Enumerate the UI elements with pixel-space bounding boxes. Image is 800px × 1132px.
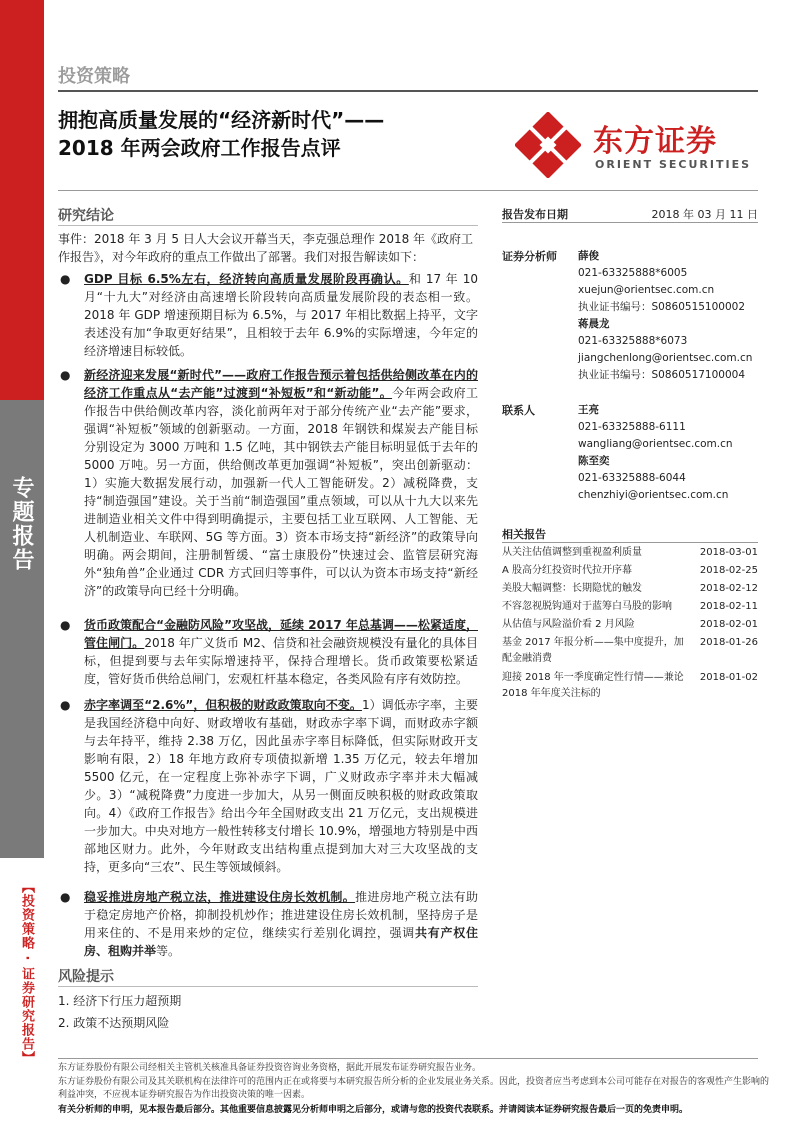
analyst-phone: 021-63325888*6005	[578, 267, 688, 279]
bullet-lead: 稳妥推进房地产税立法，推进建设住房长效机制。	[84, 890, 356, 904]
contact-phone: 021-63325888-6044	[578, 472, 686, 484]
publish-date-row	[502, 206, 758, 222]
report-category: 投资策略	[58, 66, 130, 87]
risk-item: 2. 政策不达预期风险	[58, 1016, 170, 1030]
bullet-item	[58, 366, 478, 600]
bullet-lead: 新经济迎来发展“新时代”——政府工作报告预示着包括供给侧改革在内的经济工作重点从“去产能”过渡到“补短板”和“新动能”。	[84, 368, 478, 400]
bullet-text: 推进房地产税立法有助于稳定房地产价格，抑制投机炒作；推进建设住房长效机制，坚持房子是用来住的、不是用来炒的定位，继续实行差别化调控，强调	[84, 890, 478, 940]
bullet-dot-icon: ●	[60, 698, 71, 712]
related-report-title[interactable]: 迎接 2018 年一季度确定性行情——兼论 2018 年年度关注标的	[502, 672, 684, 699]
section-divider	[58, 986, 478, 987]
related-report-title[interactable]: 从关注估值调整到重视盈利质量	[502, 547, 642, 558]
related-report-date: 2018-02-25	[699, 565, 758, 576]
analyst-name: 薛俊	[578, 250, 599, 262]
event-intro: 事件：2018 年 3 月 5 日人大会议开幕当天，李克强总理作 2018 年《政府工作报告》，对今年政府的重点工作做出了部署。我们对报告解读如下：	[58, 232, 474, 264]
vertical-report-subtitle: 【投资策略 · 证券研究报告】	[19, 880, 34, 1065]
header-divider	[58, 90, 758, 92]
contact-name: 王亮	[578, 404, 599, 416]
bullet-text: 1）调低赤字率，主要是我国经济稳中向好、财政增收有基础，财政赤字率下调，而财政赤字额与去年持平，维持 2.38 万亿，因此虽赤字率目标降低，但实际财政开支影响有限，2）18 年地方政府专项债拟新增 1.35 万亿元，较去年增加 5500 亿元，在一定程度上弥补赤字下调，广义财政赤字率并未大幅减少。3）“减税降费”力度进一步加大，从另一侧面反映积极的财政政策取向。4）《政府工作报告》给出今年全国财政支出 21 万亿元，支出规模进一步加大。中央对地方一般性转移支付增长 10.9%，增强地方特别是中西部地区财力。此外，今年财政支出结构重点提到加大对三大攻坚战的支持，更多向“三农”、民生等领域倾斜。	[84, 698, 478, 874]
logo-mark-icon	[515, 112, 581, 178]
contact-name: 陈至奕	[578, 455, 610, 467]
related-report-title[interactable]: 不容忽视脱钩通对于蓝筹白马股的影响	[502, 601, 672, 612]
bullet-text: 2018 年广义货币 M2、信贷和社会融资规模没有量化的具体目标，但提到要与去年实际增速持平，保持合理增长。货币政策要松紧适度，管好货币供给总闸门，宏观杠杆基本稳定，各类风险有序有效防控。	[84, 636, 478, 686]
related-report-date: 2018-01-26	[699, 637, 758, 648]
related-divider	[502, 542, 758, 543]
footer-line: 东方证券股份有限公司及其关联机构在法律许可的范围内正在或将要与本研究报告所分析的企业发展业务关系。因此，投资者应当考虑到本公司可能存在对报告的客观性产生影响的利益冲突，不应视本证券研究报告为作出投资决策的唯一因素。	[58, 1077, 770, 1100]
contact-email[interactable]: wangliang@orientsec.com.cn	[578, 438, 733, 450]
related-report-date: 2018-02-12	[699, 583, 758, 594]
vertical-report-type: 专题报告	[9, 476, 34, 572]
bullet-item	[58, 616, 478, 688]
bullet-dot-icon: ●	[60, 368, 71, 382]
risk-item: 1. 经济下行压力超预期	[58, 994, 182, 1008]
related-report-date: 2018-03-01	[699, 547, 758, 558]
related-report-title[interactable]: 基金 2017 年报分析——集中度提升，加配金融消费	[502, 637, 684, 664]
side-gray-bar	[0, 400, 44, 858]
bullet-lead: GDP 目标 6.5%左右，经济转向高质量发展阶段再确认。	[84, 272, 409, 286]
bullet-text-end: 等。	[156, 944, 181, 958]
bullet-lead: 赤字率调至“2.6%”，但积极的财政政策取向不变。	[84, 698, 362, 712]
related-report-title[interactable]: 从估值与风险溢价看 2 月风险	[502, 619, 635, 630]
analyst-email[interactable]: xuejun@orientsec.com.cn	[578, 284, 715, 296]
footer-line: 东方证券股份有限公司经相关主管机关核准具备证券投资咨询业务资格，据此开展发布证券研究报告业务。	[58, 1063, 482, 1073]
analyst-phone: 021-63325888*6073	[578, 335, 688, 347]
analyst-cert: 执业证书编号：S0860515100002	[578, 301, 746, 313]
footer-disclaimer: 有关分析师的申明，见本报告最后部分。其他重要信息披露见分析师申明之后部分，或请与您的投资代表联系。并请阅读本证券研究报告最后一页的免责申明。	[58, 1105, 689, 1115]
title-divider	[58, 190, 758, 191]
date-divider	[502, 222, 758, 223]
contact-phone: 021-63325888-6111	[578, 421, 686, 433]
publish-date-label: 报告发布日期	[502, 208, 568, 221]
bullet-dot-icon: ●	[60, 618, 71, 632]
contact-email[interactable]: chenzhiyi@orientsec.com.cn	[578, 489, 729, 501]
footer-divider	[58, 1058, 758, 1059]
bullet-item	[58, 888, 478, 960]
bullet-lead: 货币政策配合“金融防风险”攻坚战，延续 2017 年总基调——松紧适度，管住闸门。	[84, 618, 478, 650]
side-red-bar	[0, 0, 44, 400]
report-title-line1: 拥抱高质量发展的“经济新时代”——	[58, 108, 385, 132]
related-report-title[interactable]: 美股大幅调整：长期隐忧的触发	[502, 583, 642, 594]
related-report-title[interactable]: A 股高分红投资时代拉开序幕	[502, 565, 633, 576]
related-report-date: 2018-01-02	[699, 672, 758, 683]
bullet-text: 和 17 年 10 月“十九大”对经济由高速增长阶段转向高质量发展阶段的表态相一致。2018 年 GDP 增速预期目标为 6.5%，与 2017 年相比数据上持平，文字表述没有加“争取更好结果”，且相较于去年 6.9%的实际增速，今年定的经济增速目标较低。	[84, 272, 478, 358]
bullet-dot-icon: ●	[60, 272, 71, 286]
logo-chinese-name: 东方证券	[593, 124, 717, 159]
section-heading-risk: 风险提示	[58, 969, 114, 985]
analyst-email[interactable]: jiangchenlong@orientsec.com.cn	[578, 352, 753, 364]
section-heading-conclusion: 研究结论	[58, 208, 114, 224]
related-report-date: 2018-02-01	[699, 619, 758, 630]
section-divider	[58, 225, 478, 226]
analyst-label: 证券分析师	[502, 250, 557, 263]
bullet-bold-text: 共有产权住房、租购并举	[84, 926, 478, 958]
bullet-dot-icon: ●	[60, 890, 71, 904]
bullet-text: 今年两会政府工作报告中供给侧改革内容，淡化前两年对于部分传统产业“去产能”要求，强调“补短板”领域的创新驱动。一方面，2018 年钢铁和煤炭去产能目标分别设定为 3000 万吨和 1.5 亿吨，其中钢铁去产能目标明显低于去年的 5000 万吨。另一方面，供给侧改革更加强调“补短板”，突出创新驱动：1）实施大数据发展行动，加强新一代人工智能研发。2）减税降费，支持“制造强国”建设。关于当前“制造强国”重点领域，可以从十九大以来先进制造业相关文件中得到明确提示，主要包括工业互联网、人工智能、无人机制造业、车联网、5G 等方面。3）资本市场支持“新经济”的政策导向明确。两会期间，注册制暂缓、“富士康股份”快速过会、监管层研究海外“独角兽”企业通过 CDR 方式回归等事件，可以认为资本市场支持“新经济”的政策导向已经十分明确。	[84, 386, 478, 598]
analyst-name: 蒋晨龙	[578, 318, 610, 330]
related-report-date: 2018-02-11	[699, 601, 758, 612]
bullet-item	[58, 696, 478, 876]
related-reports-heading: 相关报告	[502, 528, 546, 541]
contact-label: 联系人	[502, 404, 535, 417]
publish-date-value: 2018 年 03 月 11 日	[651, 208, 758, 221]
bullet-item	[58, 270, 478, 360]
logo-english-name: ORIENT SECURITIES	[595, 158, 752, 171]
report-title-line2: 2018 年两会政府工作报告点评	[58, 136, 341, 160]
company-logo	[515, 112, 760, 182]
analyst-cert: 执业证书编号：S0860517100004	[578, 369, 746, 381]
